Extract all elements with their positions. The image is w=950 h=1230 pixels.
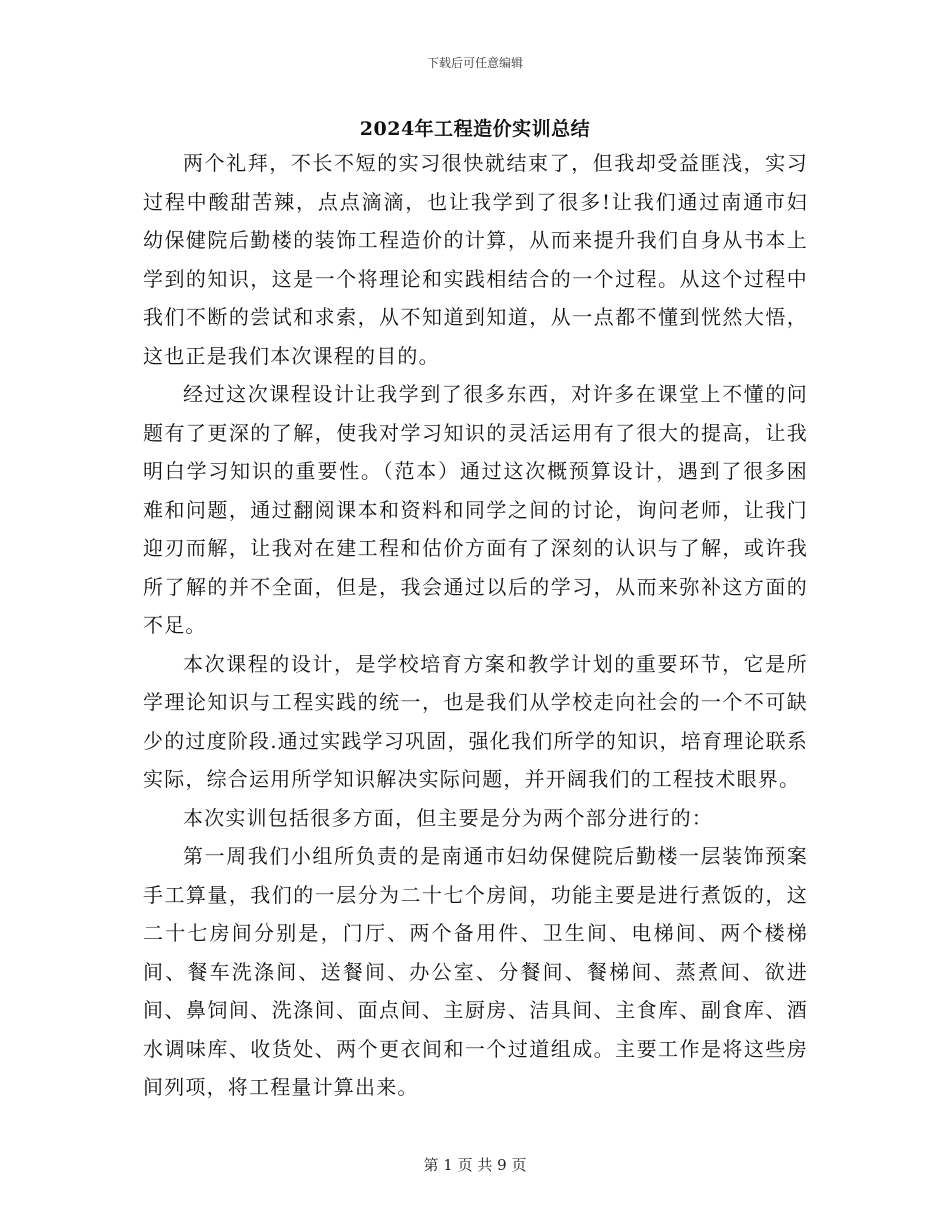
header-note: 下载后可任意编辑	[426, 56, 523, 70]
document-body	[143, 144, 808, 1107]
paragraph-3: 本次课程的设计，是学校培育方案和教学计划的重要环节，它是所学理论知识与工程实践的统一，也是我们从学校走向社会的一个不可缺少的过度阶段.通过实践学习巩固，强化我们所学的知识，培育理论联系实际，综合运用所学知识解决实际问题，并开阔我们的工程技术眼界。	[143, 651, 808, 791]
paragraph-1: 两个礼拜，不长不短的实习很快就结束了，但我却受益匪浅，实习过程中酸甜苦辣，点点滴滴，也让我学到了很多!让我们通过南通市妇幼保健院后勤楼的装饰工程造价的计算，从而来提升我们自身从书本上学到的知识，这是一个将理论和实践相结合的一个过程。从这个过程中我们不断的尝试和求索，从不知道到知道，从一点都不懂到恍然大悟，这也正是我们本次课程的目的。	[143, 151, 808, 368]
paragraph-2: 经过这次课程设计让我学到了很多东西，对许多在课堂上不懂的问题有了更深的了解，使我对学习知识的灵活运用有了很大的提高，让我明白学习知识的重要性。（范本）通过这次概预算设计，遇到了很多困难和问题，通过翻阅课本和资料和同学之间的讨论，询问老师，让我门迎刃而解，让我对在建工程和估价方面有了深刻的认识与了解，或许我所了解的并不全面，但是，我会通过以后的学习，从而来弥补这方面的不足。	[143, 382, 808, 637]
document-title: 2024年工程造价实训总结	[359, 118, 591, 140]
paragraph-4: 本次实训包括很多方面，但主要是分为两个部分进行的：	[183, 805, 713, 830]
paragraph-5: 第一周我们小组所负责的是南通市妇幼保健院后勤楼一层装饰预案手工算量，我们的一层分为二十七个房间，功能主要是进行煮饭的，这二十七房间分别是，门厅、两个备用件、卫生间、电梯间、两个楼梯间、餐车洗涤间、送餐间、办公室、分餐间、餐梯间、蒸煮间、欲进间、鼻饲间、洗涤间、面点间、主厨房、洁具间、主食库、副食库、酒水调味库、收货处、两个更衣间和一个过道组成。主要工作是将这些房间列项，将工程量计算出来。	[143, 844, 808, 1099]
page-number: 第 1 页 共 9 页	[423, 1156, 527, 1174]
